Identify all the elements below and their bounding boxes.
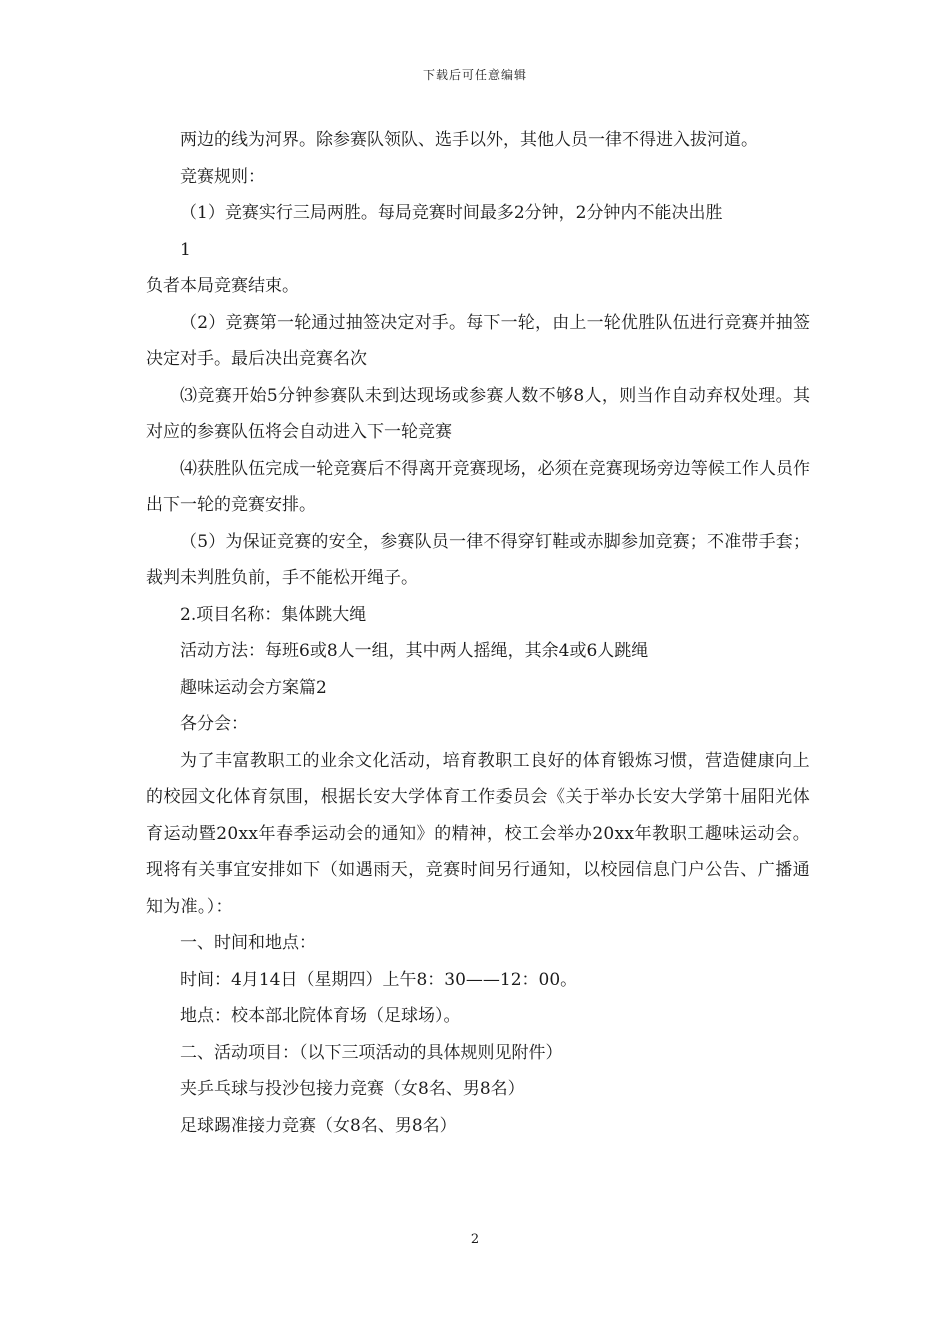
heading-activity-items: 二、活动项目：（以下三项活动的具体规则见附件） xyxy=(180,1042,563,1063)
salutation: 各分会： xyxy=(180,714,248,734)
list-item-football-relay: 足球踢准接力竞赛（女8名、男8名） xyxy=(180,1115,457,1136)
paragraph-activity-method: 活动方法：每班6或8人一组，其中两人摇绳，其余4或6人跳绳 xyxy=(180,641,649,661)
section-title: 趣味运动会方案篇2 xyxy=(180,677,327,698)
paragraph-rule-5: （5）为保证竞赛的安全，参赛队员一律不得穿钉鞋或赤脚参加竞赛；不准带手套；裁判未判胜负前，手不能松开绳子。 xyxy=(146,531,810,588)
paragraph-rules-heading: 竞赛规则： xyxy=(180,166,265,187)
document-body xyxy=(146,122,810,1144)
paragraph-item-2-name: 2.项目名称：集体跳大绳 xyxy=(180,604,367,625)
paragraph-river-boundary: 两边的线为河界。除参赛队领队、选手以外，其他人员一律不得进入拔河道。 xyxy=(180,130,758,150)
paragraph-rule-1-continued: 负者本局竞赛结束。 xyxy=(146,276,299,296)
paragraph-rule-2: （2）竞赛第一轮通过抽签决定对手。每下一轮，由上一轮优胜队伍进行竞赛并抽签决定对手。最后决出竞赛名次 xyxy=(146,312,810,369)
paragraph-intro: 为了丰富教职工的业余文化活动，培育教职工良好的体育锻炼习惯，营造健康向上的校园文化体育氛围，根据长安大学体育工作委员会《关于举办长安大学第十届阳光体育运动暨20xx年春季运动会的通知》的精神，校工会举办20xx年教职工趣味运动会。现将有关事宜安排如下（如遇雨天，竞赛时间另行通知，以校园信息门户公告、广播通知为准。）： xyxy=(146,750,810,917)
paragraph-location: 地点：校本部北院体育场（足球场）。 xyxy=(180,1006,461,1026)
page-number: 2 xyxy=(470,1232,480,1247)
paragraph-rule-4: ⑷获胜队伍完成一轮竞赛后不得离开竞赛现场，必须在竞赛现场旁边等候工作人员作出下一轮的竞赛安排。 xyxy=(146,458,810,515)
heading-time-location: 一、时间和地点： xyxy=(180,933,316,953)
paragraph-rule-3: ⑶竞赛开始5分钟参赛队未到达现场或参赛人数不够8人，则当作自动弃权处理。其对应的参赛队伍将会自动进入下一轮竞赛 xyxy=(146,385,810,442)
stray-page-mark: 1 xyxy=(180,239,191,260)
list-item-pingpong-relay: 夹乒乓球与投沙包接力竞赛（女8名、男8名） xyxy=(180,1079,525,1099)
paragraph-rule-1: （1）竞赛实行三局两胜。每局竞赛时间最多2分钟，2分钟内不能决出胜 xyxy=(180,203,723,223)
paragraph-time: 时间：4月14日（星期四）上午8：30——12：00。 xyxy=(180,969,578,990)
page-header: 下载后可任意编辑 xyxy=(422,68,527,82)
